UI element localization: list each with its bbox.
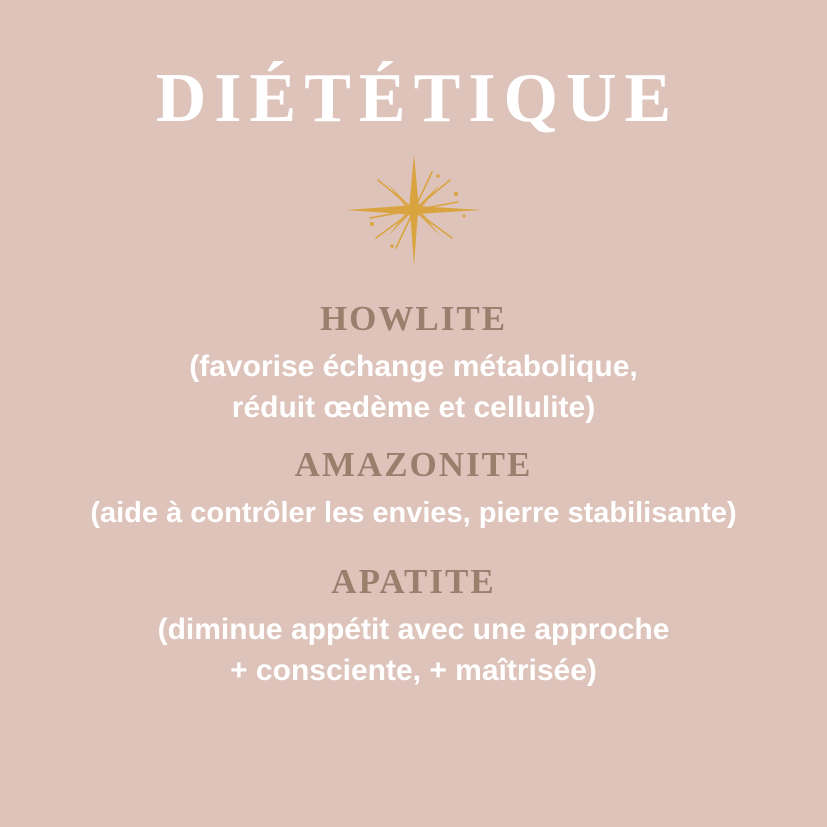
stone-description-line: (diminue appétit avec une approche (157, 613, 670, 647)
stone-description (0, 347, 827, 428)
list-item (0, 442, 827, 533)
stone-description (0, 494, 827, 533)
page-title: DIÉTÉTIQUE (155, 60, 680, 137)
stone-description-line: (aide à contrôler les envies, pierre stabilisante) (90, 496, 737, 529)
stone-description-line: (favorise échange métabolique, (189, 350, 638, 383)
list-item (0, 559, 827, 692)
list-item (0, 296, 827, 429)
stone-name: HOWLITE (319, 298, 508, 338)
sparkle-star-icon (334, 150, 494, 270)
stone-list (0, 296, 827, 692)
stone-description (0, 610, 827, 691)
stone-description-line: réduit œdème et cellulite) (231, 390, 596, 424)
stone-name: APATITE (331, 561, 496, 601)
stone-name: AMAZONITE (294, 445, 533, 484)
stone-description-line: + consciente, + maîtrisée) (230, 653, 597, 687)
